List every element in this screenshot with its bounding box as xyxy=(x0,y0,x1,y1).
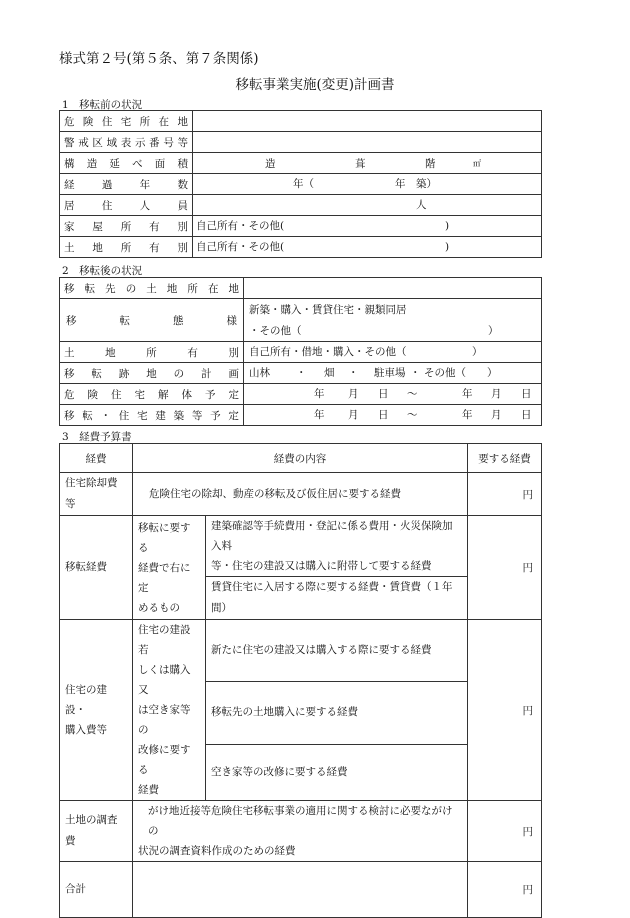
header-item: 経費 xyxy=(60,444,133,473)
amount-total[interactable]: 円 xyxy=(468,862,542,918)
content-construction-1: 新たに住宅の建設又は購入する際に要する経費 xyxy=(206,620,468,682)
label-char: 移 xyxy=(64,409,75,422)
unit-text: ㎡ xyxy=(473,158,481,168)
section3-heading: 3 経費予算書 xyxy=(62,431,132,443)
date-unit: 月 xyxy=(491,409,502,421)
label-char: 定 xyxy=(228,388,239,401)
row-label xyxy=(64,198,188,213)
amount-removal[interactable]: 円 xyxy=(468,473,542,516)
label-char: 示 xyxy=(134,136,146,149)
row-label xyxy=(64,114,188,129)
label-char: 土 xyxy=(64,346,75,359)
option-text: 駐車場 xyxy=(374,367,406,379)
label-char: 屋 xyxy=(92,220,103,233)
row-label xyxy=(64,313,239,328)
label-char: 番 xyxy=(149,136,160,149)
label-char: 別 xyxy=(228,346,239,359)
label-char: 有 xyxy=(149,220,160,233)
table-row xyxy=(60,342,542,363)
label-char: 有 xyxy=(187,346,198,359)
date-unit: 年 xyxy=(314,388,325,400)
form-number: 様式第２号(第５条、第７条関係) xyxy=(59,51,259,67)
label-char: 宅 xyxy=(120,115,132,128)
label-char: 様 xyxy=(226,314,237,327)
label-char: 人 xyxy=(139,199,151,212)
row-label xyxy=(64,387,239,402)
section1-table xyxy=(59,110,542,258)
row-label xyxy=(64,345,239,360)
date-unit: 月 xyxy=(348,409,359,421)
header-content: 経費の内容 xyxy=(133,444,468,473)
label-char: 域 xyxy=(106,136,118,149)
label-char: 定 xyxy=(228,409,239,422)
label-char: 所 xyxy=(120,241,132,254)
label-char: 所 xyxy=(120,220,132,233)
option-text: 山林 xyxy=(249,367,270,379)
label-char: 転 xyxy=(119,314,130,327)
table-row xyxy=(60,132,542,153)
option-text: 自己所有・その他( xyxy=(196,220,285,232)
label-char: 住 xyxy=(101,115,113,128)
unit-text: 造 xyxy=(265,157,276,170)
label-char: 所 xyxy=(139,115,151,128)
table-row xyxy=(60,153,542,174)
label-char: 在 xyxy=(207,282,219,295)
sub-line: 経費で右に定 xyxy=(138,561,191,594)
label-char: 地 xyxy=(146,367,157,380)
content-construction-2: 移転先の土地購入に要する経費 xyxy=(206,681,468,744)
label-char: 造 xyxy=(86,157,98,170)
sub-line: めるもの xyxy=(138,601,180,614)
option-text: 自己所有・その他( xyxy=(196,241,285,253)
label-char: 有 xyxy=(149,241,160,254)
amount-construction[interactable]: 円 xyxy=(468,620,542,801)
date-unit: 年 xyxy=(462,409,473,421)
sub-line: 改修に要する xyxy=(138,744,191,776)
table-row xyxy=(60,111,542,132)
item-line: 購入費等 xyxy=(65,724,107,736)
label-char: 面 xyxy=(154,157,166,170)
label-char: 移 xyxy=(64,282,75,295)
label-char: 構 xyxy=(64,157,75,170)
row-label xyxy=(64,408,239,423)
relocation-mode-field[interactable] xyxy=(244,299,542,342)
label-char: 家 xyxy=(64,220,75,233)
option-text: ） xyxy=(487,367,498,379)
date-unit: 年 xyxy=(314,409,325,421)
section1-heading: 1 移転前の状況 xyxy=(62,99,143,111)
item-survey: 土地の調査費 xyxy=(60,801,133,862)
label-char: 等 xyxy=(191,409,203,422)
label-char: 解 xyxy=(158,388,169,401)
document-title: 移転事業実施(変更)計画書 xyxy=(235,77,395,93)
label-char: 住 xyxy=(101,199,113,212)
row-label xyxy=(64,177,188,192)
table-row xyxy=(60,216,542,237)
construction-schedule-field[interactable] xyxy=(244,405,542,426)
demolition-schedule-field[interactable] xyxy=(244,384,542,405)
content-removal: 危険住宅の除却、動産の移転及び仮住居に要する経費 xyxy=(133,473,468,516)
label-char: 延 xyxy=(109,157,120,170)
option-text: 新築・購入・賃貸住宅・親類同居 xyxy=(249,304,407,316)
site-plan-field[interactable] xyxy=(244,363,542,384)
item-relocation: 移転経費 xyxy=(60,516,133,620)
item-removal: 住宅除却費等 xyxy=(60,473,133,516)
label-char: 所 xyxy=(146,346,157,359)
residents-field[interactable] xyxy=(193,195,542,216)
table-row xyxy=(60,862,542,918)
label-char: 年 xyxy=(139,178,151,191)
budget-table xyxy=(59,443,542,918)
date-unit: 日 xyxy=(378,388,389,400)
content-total xyxy=(133,862,468,918)
label-char: 区 xyxy=(92,136,103,149)
table-row xyxy=(60,174,542,195)
date-unit: 年 xyxy=(462,388,473,400)
table-row xyxy=(60,473,542,516)
label-char: 危 xyxy=(64,115,75,128)
unit-text: 階 xyxy=(425,157,436,170)
label-char: 転 xyxy=(82,409,93,422)
table-row xyxy=(60,384,542,405)
sub-relocation xyxy=(133,516,206,620)
item-total: 合計 xyxy=(60,862,133,918)
content-line: 建築確認等手続費用・登記に係る費用・火災保険加入料 xyxy=(211,520,453,552)
label-char: 計 xyxy=(201,367,212,380)
date-unit: ～ xyxy=(407,388,418,400)
unit-text: 人 xyxy=(416,199,427,211)
label-char: 険 xyxy=(87,388,98,401)
table-row xyxy=(60,801,542,862)
label-char: 転 xyxy=(84,282,96,295)
label-char: 戒 xyxy=(78,136,89,149)
label-char: 在 xyxy=(158,115,170,128)
label-char: 移 xyxy=(66,314,77,327)
new-location-field[interactable] xyxy=(244,278,542,299)
row-label xyxy=(64,219,188,234)
label-char: 宅 xyxy=(137,409,148,422)
label-char: 建 xyxy=(155,409,166,422)
table-row xyxy=(60,278,542,299)
table-row xyxy=(60,363,542,384)
label-char: 土 xyxy=(64,241,75,254)
label-char: 地 xyxy=(166,282,178,295)
date-unit: ～ xyxy=(407,409,418,421)
table-row xyxy=(60,299,542,342)
option-text: 自己所有・借地・購入・その他（ xyxy=(249,346,407,358)
option-text: 畑 xyxy=(324,367,335,379)
option-text: その他（ xyxy=(424,367,466,379)
option-text: ） xyxy=(472,346,483,358)
option-text: ) xyxy=(445,220,450,232)
label-char: 員 xyxy=(177,199,188,212)
item-construction xyxy=(60,620,133,801)
row-label xyxy=(64,135,188,150)
row-label xyxy=(64,366,239,381)
label-char: 予 xyxy=(210,409,221,422)
label-char: 築 xyxy=(173,409,185,422)
location-field[interactable] xyxy=(193,111,542,132)
table-row xyxy=(60,620,542,682)
item-line: 住宅の建設・ xyxy=(65,684,107,716)
option-text: ） xyxy=(488,325,499,337)
label-char: 先 xyxy=(105,282,116,295)
table-header-row xyxy=(60,444,542,473)
zone-number-field[interactable] xyxy=(193,132,542,153)
label-char: 住 xyxy=(111,388,122,401)
date-unit: 月 xyxy=(491,388,502,400)
label-char: の xyxy=(125,282,137,295)
new-land-ownership-field[interactable] xyxy=(244,342,542,363)
amount-survey[interactable]: 円 xyxy=(468,801,542,862)
content-line: がけ地近接等危険住宅移転事業の適用に関する検討に必要ながけの xyxy=(148,805,453,837)
section2-heading: 2 移転後の状況 xyxy=(62,265,143,277)
label-char: 移 xyxy=(64,367,75,380)
option-text: ・ xyxy=(296,367,307,379)
elapsed-years-field[interactable] xyxy=(193,174,542,195)
label-char: ・ xyxy=(100,409,112,422)
content-relocation-2: 賃貸住宅に入居する際に要する経費・賃貸費（１年間） xyxy=(206,577,468,620)
label-char: 土 xyxy=(146,282,157,295)
label-char: 過 xyxy=(101,178,113,191)
label-char: 等 xyxy=(177,136,188,149)
label-char: 跡 xyxy=(118,367,130,380)
sub-line: は空き家等の xyxy=(138,704,191,736)
content-line: 状況の調査資料作成のための経費 xyxy=(138,845,296,857)
row-label xyxy=(64,240,188,255)
sub-line: 移転に要する xyxy=(138,521,191,554)
date-unit: 月 xyxy=(348,388,359,400)
option-text: ・ xyxy=(348,367,359,379)
label-char: 転 xyxy=(91,367,102,380)
label-char: 居 xyxy=(64,199,75,212)
row-label xyxy=(64,156,188,171)
sub-line: 経費 xyxy=(138,784,159,796)
sub-line: しくは購入又 xyxy=(138,664,191,696)
section2-table xyxy=(59,277,542,426)
label-char: 予 xyxy=(205,388,216,401)
label-char: 地 xyxy=(105,346,116,359)
label-char: 数 xyxy=(177,178,188,191)
label-char: の xyxy=(173,367,185,380)
label-char: 地 xyxy=(92,241,103,254)
label-char: 体 xyxy=(181,388,192,401)
house-ownership-field[interactable] xyxy=(193,216,542,237)
amount-relocation[interactable]: 円 xyxy=(468,516,542,620)
label-char: べ xyxy=(132,157,143,170)
label-char: 表 xyxy=(120,136,132,149)
option-text: ・その他（ xyxy=(249,325,302,337)
label-char: 積 xyxy=(177,157,188,170)
label-char: 宅 xyxy=(134,388,145,401)
sub-line: 住宅の建設若 xyxy=(138,624,191,656)
label-char: 別 xyxy=(177,220,188,233)
label-char: 態 xyxy=(173,314,184,327)
row-label xyxy=(64,281,239,296)
content-survey xyxy=(133,801,468,862)
table-row xyxy=(60,195,542,216)
option-text: ) xyxy=(445,241,450,253)
date-unit: 日 xyxy=(521,409,532,421)
table-row xyxy=(60,405,542,426)
label-char: 号 xyxy=(163,136,174,149)
date-unit: 日 xyxy=(378,409,389,421)
land-ownership-field[interactable] xyxy=(193,237,542,258)
content-line: 等・住宅の建設又は購入に附帯して要する経費 xyxy=(211,560,432,572)
label-char: 警 xyxy=(64,136,75,149)
unit-text: 年 築） xyxy=(395,178,437,190)
label-char: 険 xyxy=(82,115,94,128)
header-amount: 要する経費 xyxy=(468,444,542,473)
unit-text: 年（ xyxy=(293,178,314,190)
table-row xyxy=(60,237,542,258)
label-char: 地 xyxy=(228,282,239,295)
structure-area-field[interactable] xyxy=(193,153,542,174)
content-construction-3: 空き家等の改修に要する経費 xyxy=(206,744,468,800)
date-unit: 日 xyxy=(521,388,532,400)
label-char: 所 xyxy=(187,282,198,295)
label-char: 経 xyxy=(64,178,75,191)
label-char: 危 xyxy=(64,388,75,401)
label-char: 画 xyxy=(228,367,239,380)
label-char: 住 xyxy=(118,409,130,422)
sub-construction xyxy=(133,620,206,801)
label-char: 別 xyxy=(177,241,188,254)
unit-text: 葺 xyxy=(355,157,366,170)
table-row xyxy=(60,516,542,577)
label-char: 地 xyxy=(177,115,188,128)
content-relocation-1 xyxy=(206,516,468,577)
option-text: ・ xyxy=(410,367,421,379)
